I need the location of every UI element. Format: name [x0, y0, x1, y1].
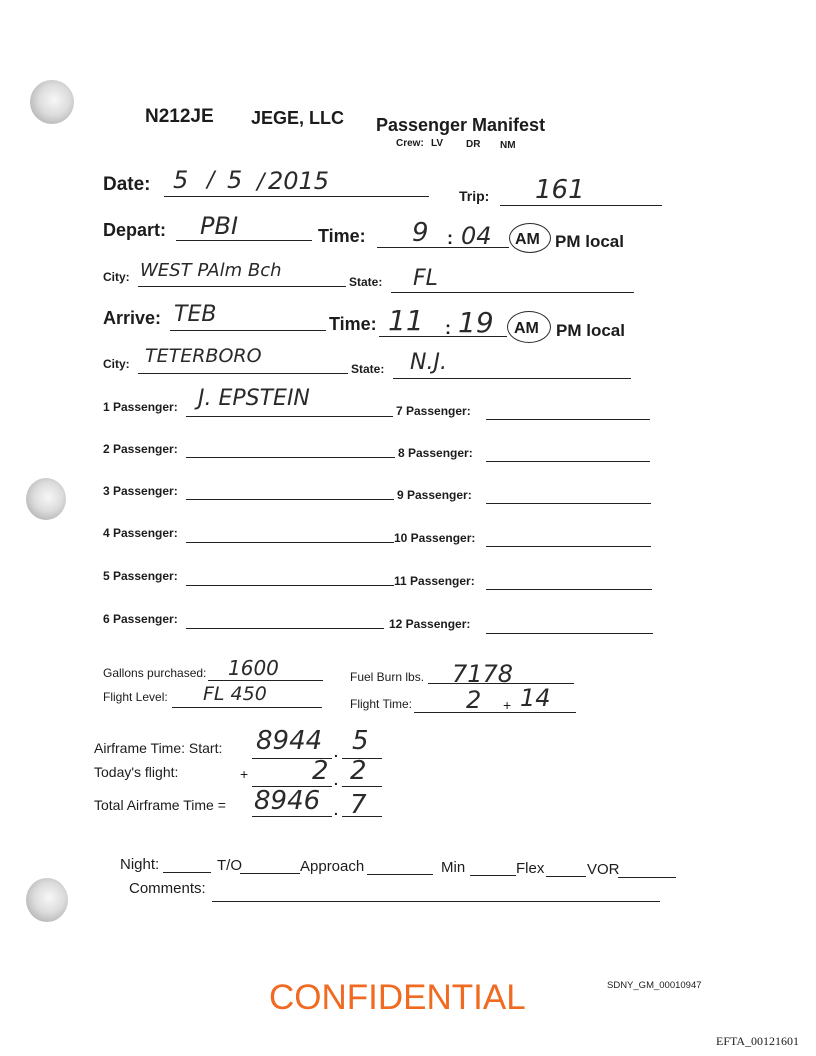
total-airframe-dec[interactable]: 7	[350, 790, 367, 820]
flight-time-line	[414, 712, 576, 713]
airframe-start-dot: .	[334, 744, 338, 760]
arrive-state-line	[393, 378, 631, 379]
arrive-am[interactable]: AM	[514, 320, 539, 337]
depart-pm-local: PM local	[555, 232, 624, 251]
flight-level-line	[172, 707, 322, 708]
arrive-minute[interactable]: 19	[458, 306, 494, 339]
date-day[interactable]: 5	[227, 166, 243, 194]
passenger-1-label: 1 Passenger:	[103, 400, 178, 414]
passenger-11-label: 11 Passenger:	[394, 574, 475, 588]
flex-line	[546, 876, 586, 877]
passenger-1-line	[186, 416, 393, 417]
date-line	[164, 196, 429, 197]
date-year[interactable]: 2015	[268, 167, 330, 195]
passenger-12-label: 12 Passenger:	[389, 617, 471, 631]
arrive-time-label: Time:	[329, 314, 377, 334]
passenger-4-label: 4 Passenger:	[103, 526, 178, 540]
passenger-9-line	[486, 503, 651, 504]
passenger-10-line	[486, 546, 651, 547]
gallons-purchased-label: Gallons purchased:	[103, 666, 207, 680]
takeoff-label: T/O	[217, 857, 242, 874]
arrive-city[interactable]: TETERBORO	[145, 345, 262, 367]
arrive-city-line	[138, 373, 348, 374]
arrive-label: Arrive:	[103, 308, 162, 328]
depart-city-label: City:	[103, 270, 130, 284]
airframe-start-label: Airframe Time: Start:	[94, 740, 223, 756]
depart-airport[interactable]: PBI	[200, 212, 239, 240]
fuel-burn[interactable]: 7178	[452, 660, 514, 688]
crew-member-3: NM	[500, 140, 516, 151]
date-sep-1: /	[207, 168, 215, 193]
min-label: Min	[441, 859, 466, 876]
flight-time-hours[interactable]: 2	[466, 686, 482, 714]
total-airframe-int-line	[252, 816, 332, 817]
night-line	[163, 872, 211, 873]
passenger-5-label: 5 Passenger:	[103, 569, 178, 583]
airframe-start-int[interactable]: 8944	[256, 726, 323, 756]
crew-label: Crew:	[396, 138, 424, 149]
confidential-stamp: CONFIDENTIAL	[269, 978, 526, 1017]
depart-am[interactable]: AM	[515, 231, 540, 248]
fuel-burn-label: Fuel Burn lbs.	[350, 670, 425, 684]
flight-level-label: Flight Level:	[103, 690, 168, 704]
arrive-state-label: State:	[351, 362, 385, 376]
total-airframe-dot: .	[334, 802, 338, 818]
gallons-purchased[interactable]: 1600	[228, 656, 279, 680]
todays-flight-dot: .	[334, 772, 338, 788]
passenger-10-label: 10 Passenger:	[394, 531, 476, 545]
punch-hole-bottom	[26, 878, 68, 922]
flight-time-plus: +	[503, 697, 512, 713]
passenger-5-line	[186, 585, 394, 586]
approach-line	[367, 874, 433, 875]
passenger-1-name[interactable]: J. EPSTEIN	[198, 386, 310, 411]
trip-number[interactable]: 161	[535, 175, 585, 205]
depart-label: Depart:	[103, 220, 167, 240]
todays-flight-label: Today's flight:	[94, 764, 179, 780]
min-line	[470, 875, 516, 876]
airframe-start-dec[interactable]: 5	[352, 726, 369, 756]
comments-label: Comments:	[129, 880, 206, 897]
arrive-hour[interactable]: 11	[388, 304, 424, 337]
passenger-7-label: 7 Passenger:	[396, 404, 471, 418]
trip-line	[500, 205, 662, 206]
arrive-colon: :	[445, 318, 451, 338]
depart-line	[176, 240, 312, 241]
flight-level[interactable]: FL 450	[203, 683, 267, 705]
efta-number: EFTA_00121601	[716, 1034, 800, 1048]
takeoff-line	[240, 873, 300, 874]
arrive-line	[170, 330, 326, 331]
night-label: Night:	[120, 856, 160, 873]
date-month[interactable]: 5	[173, 166, 189, 194]
todays-flight-dec-line	[342, 786, 382, 787]
depart-state-label: State:	[349, 275, 383, 289]
total-airframe-label: Total Airframe Time =	[94, 797, 226, 813]
passenger-7-line	[486, 419, 650, 420]
depart-state-line	[391, 292, 634, 293]
passenger-2-line	[186, 457, 395, 458]
comments-line	[212, 901, 660, 902]
todays-flight-plus: +	[240, 766, 249, 782]
tail-number: N212JE	[145, 106, 214, 127]
todays-flight-dec[interactable]: 2	[350, 756, 367, 786]
punch-hole-middle	[26, 478, 66, 520]
total-airframe-int[interactable]: 8946	[254, 786, 321, 816]
passenger-4-line	[186, 542, 394, 543]
passenger-3-line	[186, 499, 394, 500]
passenger-9-label: 9 Passenger:	[397, 488, 472, 502]
date-label: Date:	[103, 174, 151, 195]
passenger-11-line	[486, 589, 652, 590]
arrive-airport[interactable]: TEB	[174, 302, 217, 327]
todays-flight-int[interactable]: 2	[312, 756, 329, 786]
depart-city-line	[138, 286, 346, 287]
vor-line	[618, 877, 676, 878]
flight-time-label: Flight Time:	[350, 697, 413, 711]
vor-label: VOR	[587, 861, 620, 878]
date-sep-2: /	[257, 170, 265, 195]
passenger-8-line	[486, 461, 650, 462]
arrive-state[interactable]: N.J.	[410, 350, 447, 375]
passenger-6-label: 6 Passenger:	[103, 612, 178, 626]
punch-hole-top	[30, 80, 74, 124]
flex-label: Flex	[516, 860, 545, 877]
approach-label: Approach	[300, 858, 365, 875]
crew-member-1: LV	[431, 138, 444, 149]
depart-colon: :	[447, 228, 453, 248]
arrive-city-label: City:	[103, 357, 130, 371]
depart-hour[interactable]: 9	[412, 218, 429, 248]
depart-minute[interactable]: 04	[461, 222, 492, 250]
arrive-pm-local: PM local	[556, 321, 625, 340]
depart-time-label: Time:	[318, 226, 366, 246]
depart-state[interactable]: FL	[413, 266, 438, 291]
passenger-8-label: 8 Passenger:	[398, 446, 473, 460]
trip-label: Trip:	[459, 188, 490, 204]
gallons-line	[208, 680, 323, 681]
form-title: Passenger Manifest	[376, 115, 546, 135]
depart-city[interactable]: WEST PAlm Bch	[140, 260, 282, 281]
bates-number: SDNY_GM_00010947	[607, 980, 702, 991]
passenger-3-label: 3 Passenger:	[103, 484, 178, 498]
passenger-2-label: 2 Passenger:	[103, 442, 178, 456]
flight-time-minutes[interactable]: 14	[520, 684, 551, 712]
passenger-12-line	[486, 633, 653, 634]
company-name: JEGE, LLC	[251, 108, 345, 128]
crew-member-2: DR	[466, 139, 481, 150]
passenger-6-line	[186, 628, 384, 629]
